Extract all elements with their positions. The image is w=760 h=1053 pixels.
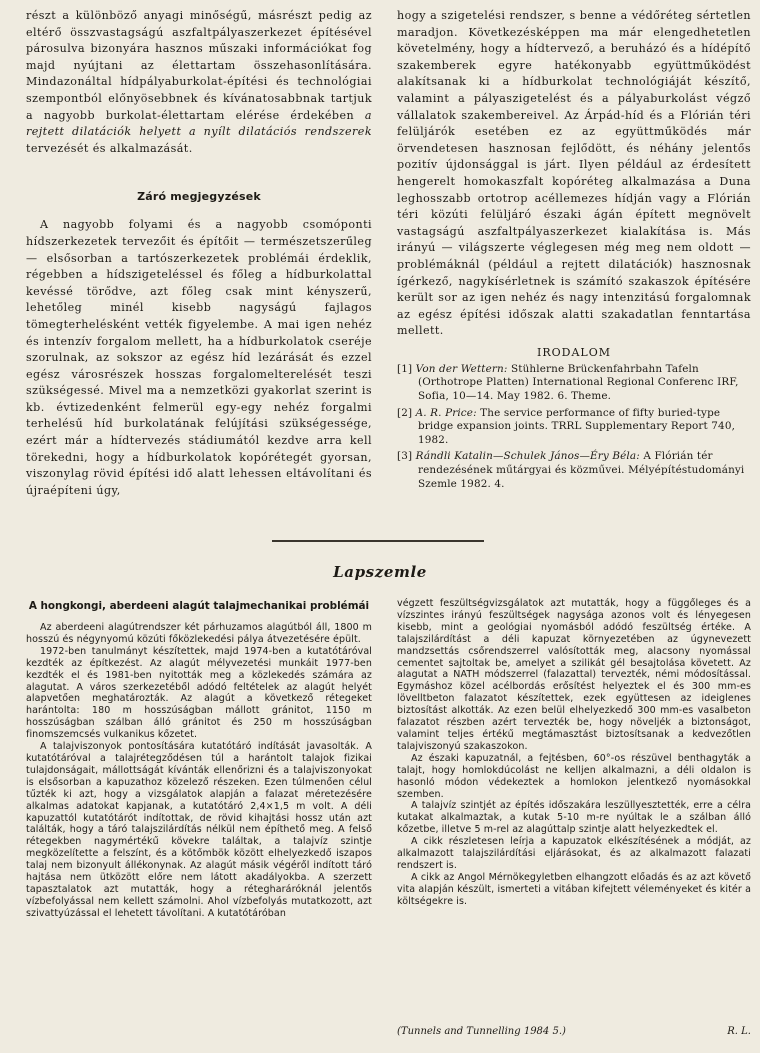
section-divider [272,540,484,542]
reference-item: [3] Rándli Katalin—Schulek János—Éry Béla: A Flórián tér rendezésének műtárgyai és közművei. Mélyépítéstudományi Szemle 1982. 4. [397,450,745,490]
article-paragraph: A talajvíz szintjét az építés időszakára leszüllyesztették, erre a célra kutakat alkalmaztak, a kutak 5-10 m-re nyúltak le a szálban álló kőzetbe, illetve 5 m-rel az alagúttalp szintje alatt helyezkedtek el. [397,800,751,836]
article-left-column [26,598,372,920]
article-paragraph: Az északi kapuzatnál, a fejtésben, 60°-os részüvel benthagyták a talajt, hogy homlokdúcolást ne kelljen alkalmazni, a déli oldalon is hasonló módon védekeztek a homlokon jelentkező nyomásokkal szemben. [397,752,751,800]
article-title: A hongkongi, aberdeeni alagút talajmechanikai problémái [28,600,370,612]
article-signature [397,1026,751,1037]
article-right-column [397,598,751,908]
closing-remarks-heading: Záró megjegyzések [137,190,261,204]
continuation-paragraph-right: hogy a szigetelési rendszer, s benne a védőréteg sértetlen maradjon. Következésképpen ma már elengedhetetlen követelmény, hogy a hídtervező, a beruházó és a hídépítő szakemberek egyre hatékonyabb együttműködést alakítsanak ki a hídburkolat technológiáját készítő, valamint a pályaszigetelést és a pályaburkolást végző vállalatok szakembereivel. Az Árpád-híd és a Flórián téri felüljárók esetében ez az együttműködés már örvendetesen hasznosan fejlődött, és néhány jelentős pozitív újdonsággal is járt. Ilyen például az érdesített hengerelt homokaszfalt kopóréteg alkalmazása a Duna leghosszabb ortotrop acéllemezes hídján vagy a Flórián téri közúti felüljáró északi ágán épített megnövelt vastagságú aszfaltpályaszerkezet kialakítása is. Más irányú — világszerte véglegesen még meg nem oldott — problémáknál (például a rejtett dilatációk) hasznosnak ígérkező, nagykísérletnek is számító szakaszok építésére került sor az igen nehéz és nagy intenzitású forgalomnak az egész építési időszak alatti szakadatlan fenntartása mellett. [397,9,751,338]
continuation-paragraph: részt a különböző anyagi minőségű, másrészt pedig az eltérő összvastagságú aszfaltpályaszerkezet építésével párosulva bizonyára hasznos műszaki információkat fog majd nyújtani az élettartam összehasonlítására. Mindazonáltal hídpályaburkolat-építési és technológiai szempontból előnyösebbnek és kívánatosabbnak tartjuk a nagyobb burkolat-élettartam elérése érdekében a rejtett dilatációk helyett a nyílt dilatációs rendszerek tervezését és alkalmazását. [26,9,372,155]
closing-remarks-paragraph: A nagyobb folyami és a nagyobb csomóponti hídszerkezetek tervezőit és építőit — természetszerűleg — elsősorban a tartószerkezetek problémái érdeklik, régebben a hídszigeteléssel és főleg a hídburkolattal kevéssé törődve, azt főleg csak mint kényszerű, lehetőleg minél kisebb nagyságú fajlagos tömegterhelésként vették figyelembe. A mai igen nehéz és intenzív forgalom mellett, ha a hídburkolatok cseréje szorulnak, az sokszor az egész híd lezárását és ezzel egész városrészek hosszas forgalomelterelését teszi szükségessé. Mivel ma a nemzetközi gyakorlat szerint is kb. évtizedenként felmerül egy-egy nehéz forgalmi terhelésű híd burkolatának felújítási szükségessége, ezért már a hídtervezés stádiumától kezdve arra kell törekedni, hogy a hídburkolatok kopórétegét gyorsan, viszonylag rövid építési idő alatt lehessen eltávolítani és újraépíteni úgy, [26,218,372,497]
article-paragraph: 1972-ben tanulmányt készítettek, majd 1974-ben a kutatótáróval kezdték az építkezést. Az alagút mélyvezetési munkáit 1977-ben kezdték el és 1981-ben nyitották meg a közlekedés számára az alagutat. A város szerkezetéből adódó feltételek az alagút helyét alapvetően meghatározták. Az alagút a következő rétegeket harántolta: 180 m hosszúságban mállott gránitot, 1150 m hosszúságban szálban álló gránitot és 250 m hosszúságban finomszemcsés vulkanikus kőzetet. [26,645,372,741]
author-initials: R. L. [727,1026,751,1037]
article-paragraph: A talajviszonyok pontosítására kutatótáró indítását javasolták. A kutatótáróval a talajrétegződésen túl a harántolt talajok fizikai tulajdonságait, mállottságát kívánták ellenőrizni és a talajviszonyokat is elsősorban a kapuzathoz közelező részeken. Ezen túlmenően célul tűzték ki azt, hogy a vizsgálatok alapján a falazat méretezésére alkalmas adatokat kapjanak, a kutatótáró 2,4×1,5 m volt. A déli kapuzattól kutatótárót indítottak, de rövid kihajtási hossz után azt találták, hogy a táró talajszilárdítás nélkül nem építhető meg. A felső rétegekben nagymértékű kövekre találtak, a talajvíz szintje megközelítette a felszínt, és a kötőmbök között elhelyezkedő iszapos talaj nem bizonyult állékonynak. Az alagút másik végéről indított táró hajtása nem ütközött előre nem látott akadályokba. A szerzett tapasztalatok azt mutatták, hogy a rétegharáróknál jelentős vízbefolyással nem kellett számolni. Ahol vízbefolyás mutatkozott, azt szivattyúzással el lehetett távolítani. A kutatótáróban [26,741,372,919]
emphasis-text: a rejtett dilatációk helyett a nyílt dilatációs rendszerek [26,108,372,139]
reference-list [397,363,751,491]
reference-item: [2] A. R. Price: The service performance of fifty buried-type bridge expansion joints. TRRL Supplementary Report 740, 1982. [397,406,736,446]
top-left-column [26,8,372,499]
reference-item: [1] Von der Wettern: Stühlerne Brückenfahrbahn Tafeln (Orthotrope Platten) International Regional Conferenc IRF, Sofia, 10—14. May 1982. 6. Theme. [397,362,739,403]
article-source: (Tunnels and Tunnelling 1984 5.) [397,1026,566,1037]
article-paragraph: A cikk részletesen leírja a kapuzatok elkészítésének a módját, az alkalmazott talajszilárdítási eljárásokat, és az alkalmazott falazati rendszert is. [397,836,751,871]
section-title: Lapszemle [333,563,427,581]
article-paragraph: végzett feszültségvizsgálatok azt mutatták, hogy a függőleges és a vízszintes irányú feszültségek nagysága azonos volt és lényegesen kisebb, mint a geológiai nyomásból adódó feszültség értéke. A talajszilárdítást a déli kapuzat környezetében az úgynevezett mandzsettás csőrendszerrel valósították meg, alacsony nyomással cementet sajtoltak be, amelyet a szilikát gél besajtolása követett. Az alagutat a NATH módszerrel (falazattal) tervezték, némi módosítással. Egymáshoz közel acélbordás erősítést helyeztek el és 300 mm-es lövelltbeton falazatot készítettek, ezek együttesen az ideiglenes biztosítást alkották. Az ezen belül elhelyezkedő 300 mm-es vasalbeton falazatot részben azért tervezték be, hogy növeljék a biztonságot, valamint teljes értékű megtámasztást biztosítsanak a kedvezőtlen talajviszonyú szakaszokon. [397,598,751,752]
top-right-column [397,8,751,494]
article-paragraph: A cikk az Angol Mérnökegyletben elhangzott előadás és az azt követő vita alapján készült, ismerteti a vitában kifejtett véleményeket és kitér a költségekre is. [397,871,751,907]
literature-heading: IRODALOM [537,345,611,359]
article-paragraph: Az aberdeeni alagútrendszer két párhuzamos alagútból áll, 1800 m hosszú és négynyomú közúti főközlekedési pálya átvezetésére épült. [26,622,372,645]
